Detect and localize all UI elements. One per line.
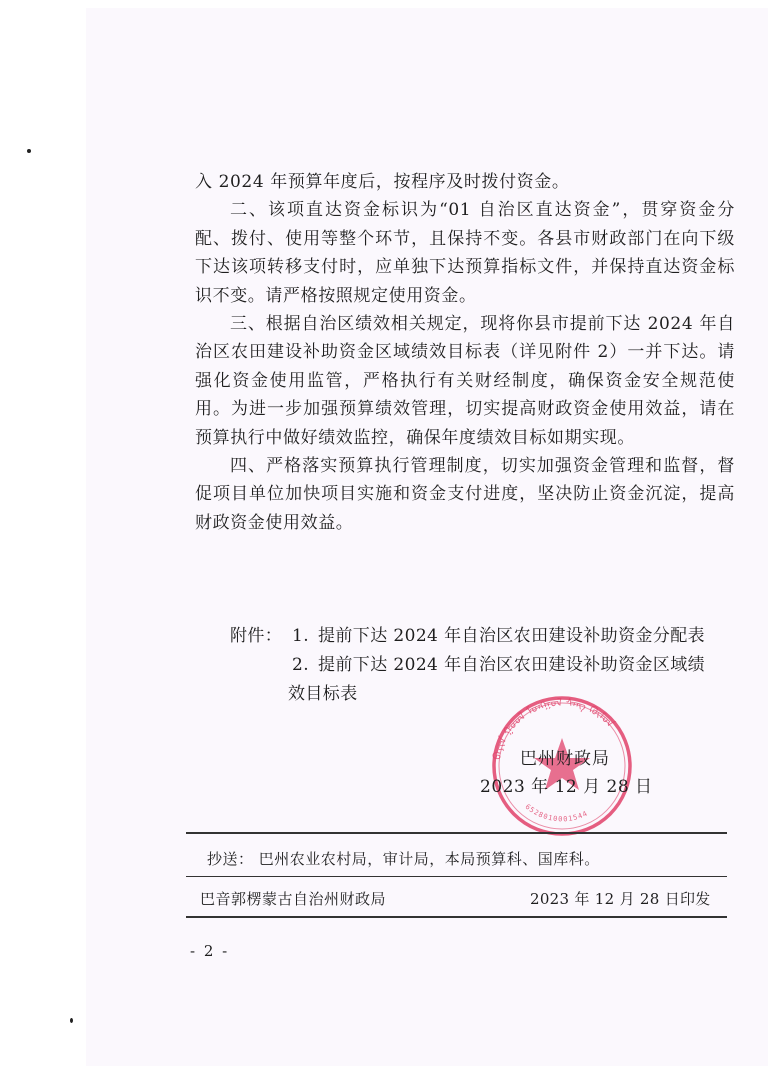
attachment-number: 2. xyxy=(292,655,310,675)
footer-rule-top xyxy=(186,832,727,834)
attachment-item xyxy=(230,651,735,680)
svg-text:6528010001544 xyxy=(524,803,590,824)
svg-text:ᠪᠠᠶᠢᠨ ᠭᠣᠣᠯ ᠮᠣᠩᠭᠣᠯ ᠰᠠᠩ ᠬᠥᠮᠦᠨ: ᠪᠠᠶᠢᠨ ᠭᠣᠣᠯ ᠮᠣᠩᠭᠣᠯ ᠰᠠᠩ ᠬᠥᠮᠦᠨ xyxy=(490,695,617,761)
signature-organization: 巴州财政局 xyxy=(520,749,610,769)
scan-speck xyxy=(70,1018,73,1023)
paragraph-intro: 入 2024 年预算年度后，按程序及时拨付资金。 xyxy=(195,172,570,192)
footer-rule-middle xyxy=(186,876,727,877)
issuing-organization: 巴音郭楞蒙古自治州财政局 xyxy=(200,890,387,908)
footer-rule-bottom xyxy=(186,916,727,918)
scan-speck xyxy=(27,149,31,153)
attachment-item xyxy=(230,622,735,651)
attachment-title: 提前下达 2024 年自治区农田建设补助资金分配表 xyxy=(318,626,706,646)
attachment-title-continued: 效目标表 xyxy=(288,684,358,704)
paragraph-3: 三、根据自治区绩效相关规定，现将你县市提前下达 2024 年自治区农田建设补助资金区域绩效目标表（详见附件 2）一并下达。请强化资金使用监管，严格执行有关财经制度，确保资金安全规范使用。为进一步加强预算绩效管理，切实提高财政资金使用效益，请在预算执行中做好绩效监控，确保年度绩效目标如期实现。 xyxy=(195,314,735,448)
page-number: - 2 - xyxy=(190,942,230,960)
paragraph-4: 四、严格落实预算执行管理制度，切实加强资金管理和监督，督促项目单位加快项目实施和资金支付进度，坚决防止资金沉淀，提高财政资金使用效益。 xyxy=(195,456,735,533)
paragraph-2: 二、该项直达资金标识为“01 自治区直达资金”，贯穿资金分配、拨付、使用等整个环节，且保持不变。各县市财政部门在向下级下达该项转移支付时，应单独下达预算指标文件，并保持直达资金标识不变。请严格按照规定使用资金。 xyxy=(195,200,735,306)
attachments-label: 附件： xyxy=(230,626,283,646)
attachment-title: 提前下达 2024 年自治区农田建设补助资金区域绩 xyxy=(318,655,706,675)
attachment-number: 1. xyxy=(292,626,310,646)
issue-date: 2023 年 12 月 28 日印发 xyxy=(530,890,711,908)
signature-date: 2023 年 12 月 28 日 xyxy=(480,777,653,797)
document-body xyxy=(195,168,735,537)
seal-number: 6528010001544 xyxy=(523,802,590,824)
cc-line: 抄送： 巴州农业农村局，审计局，本局预算科、国库科。 xyxy=(207,850,600,868)
